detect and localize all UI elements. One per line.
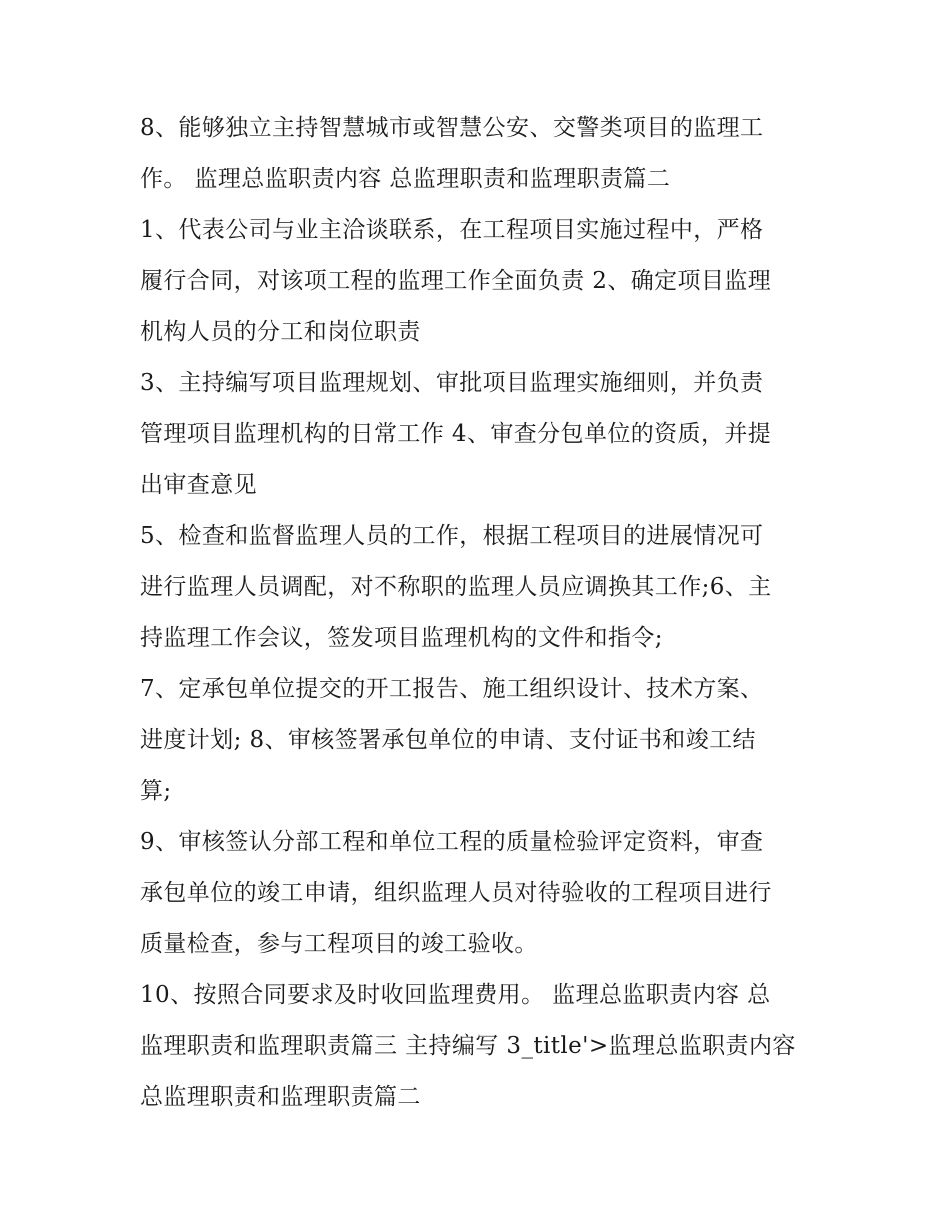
paragraph-item-9 xyxy=(140,817,820,970)
paragraph-item-10 xyxy=(140,970,820,1123)
text-line: 质量检查，参与工程项目的竣工验收。 xyxy=(140,931,538,957)
text-line: 机构人员的分工和岗位职责 xyxy=(140,319,421,345)
text-line: 履行合同，对该项工程的监理工作全面负责 2、确定项目监理 xyxy=(140,268,772,294)
text-line: 9、审核签认分部工程和单位工程的质量检验评定资料，审查 xyxy=(140,829,764,855)
paragraph-item-1-2 xyxy=(140,205,820,358)
paragraph-item-3-4 xyxy=(140,358,820,511)
text-line: 持监理工作会议，签发项目监理机构的文件和指令; xyxy=(140,625,663,651)
text-line: 7、定承包单位提交的开工报告、施工组织设计、技术方案、 xyxy=(140,676,764,702)
text-line: 10、按照合同要求及时收回监理费用。 监理总监职责内容 总 xyxy=(140,982,771,1008)
paragraph-item-7-8 xyxy=(140,664,820,817)
text-line: 3、主持编写项目监理规划、审批项目监理实施细则，并负责 xyxy=(140,370,764,396)
text-line: 出审查意见 xyxy=(140,472,257,498)
paragraph-item-5-6 xyxy=(140,511,820,664)
paragraph-item-8 xyxy=(140,103,820,205)
text-line: 管理项目监理机构的日常工作 4、审查分包单位的资质，并提 xyxy=(140,421,772,447)
text-line: 总监理职责和监理职责篇二 xyxy=(140,1084,421,1110)
document-body xyxy=(140,103,820,1123)
text-line: 算; xyxy=(140,778,172,804)
text-line: 8、能够独立主持智慧城市或智慧公安、交警类项目的监理工 xyxy=(140,115,764,141)
text-line: 进行监理人员调配，对不称职的监理人员应调换其工作;6、主 xyxy=(140,574,772,600)
text-line: 承包单位的竣工申请，组织监理人员对待验收的工程项目进行 xyxy=(140,880,772,906)
text-line: 监理职责和监理职责篇三 主持编写 3_title'>监理总监职责内容 xyxy=(140,1033,796,1059)
text-line: 5、检查和监督监理人员的工作，根据工程项目的进展情况可 xyxy=(140,523,764,549)
text-line: 作。 监理总监职责内容 总监理职责和监理职责篇二 xyxy=(140,166,671,192)
text-line: 进度计划; 8、审核签署承包单位的申请、支付证书和竣工结 xyxy=(140,727,756,753)
text-line: 1、代表公司与业主洽谈联系，在工程项目实施过程中，严格 xyxy=(140,217,764,243)
